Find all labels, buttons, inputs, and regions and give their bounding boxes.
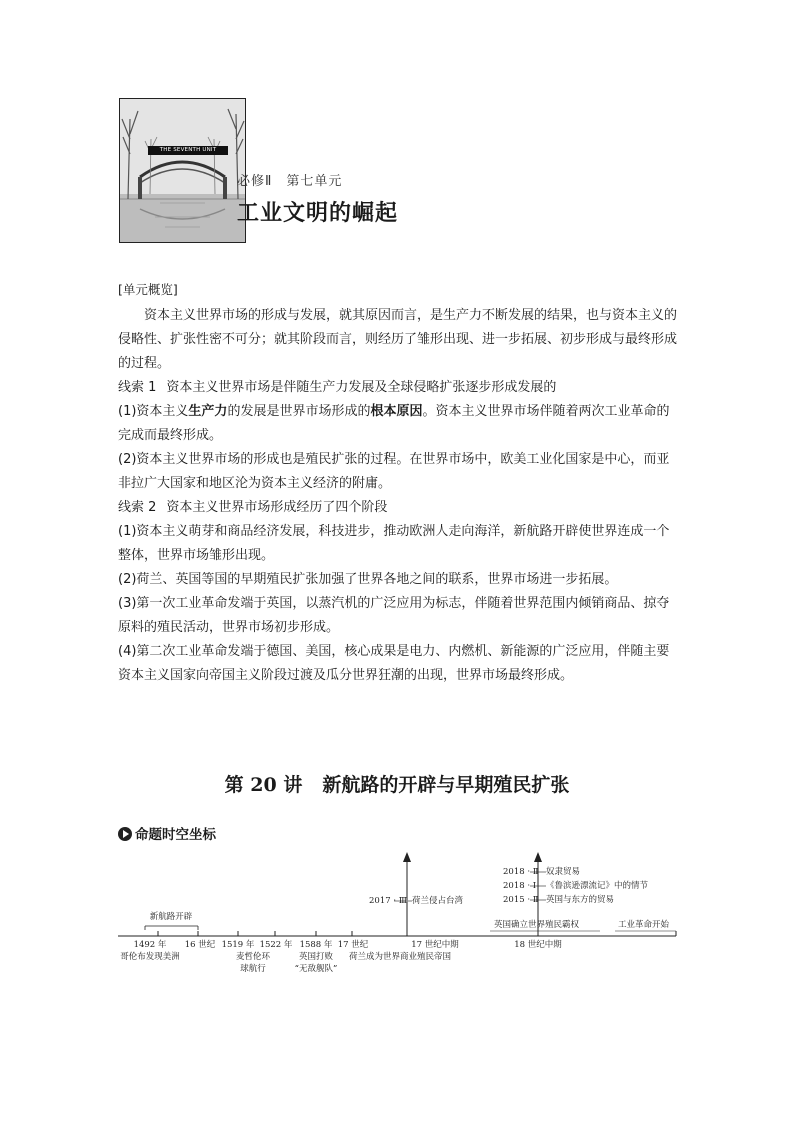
tl-16th-century: 16 世纪 xyxy=(184,940,216,950)
clue-2-item-1: (1)资本主义萌芽和商品经济发展，科技进步，推动欧洲人走向海洋，新航路开辟使世界连成一个整体，世界市场雏形出现。 xyxy=(118,524,670,563)
clue-2-item-4: (4)第二次工业革命发端于德国、美国，核心成果是电力、内燃机、新能源的广泛应用，伴随主要资本主义国家向帝国主义阶段过渡及瓜分世界狂潮的出现，世界市场最终形成。 xyxy=(118,644,670,683)
clue-2-item-2: (2)荷兰、英国等国的早期殖民扩张加强了世界各地之间的联系，世界市场进一步拓展。 xyxy=(118,572,618,587)
clue-1-text: 资本主义世界市场是伴随生产力发展及全球侵略扩张逐步形成发展的 xyxy=(166,380,557,395)
clue-1 xyxy=(118,376,678,400)
tl-mid-17th-century: 17 世纪中期 xyxy=(411,940,459,950)
overview-heading: [单元概览] xyxy=(118,282,178,297)
tl-year-1519: 1519 年 xyxy=(221,940,255,950)
clue-2-item-3: (3)第一次工业革命发端于英国，以蒸汽机的广泛应用为标志，伴随着世界范围内倾销商品、掠夺原料的殖民活动，世界市场初步形成。 xyxy=(118,596,670,635)
clue-2-label: 线索 2 xyxy=(118,500,157,515)
lesson-title xyxy=(0,770,794,797)
clue-1-item-2: (2)资本主义世界市场的形成也是殖民扩张的过程。在世界市场中，欧美工业化国家是中心，而亚非拉广大国家和地区沦为资本主义经济的附庸。 xyxy=(118,452,670,491)
tl-label-exam-2018-1: 2018 · Ⅰ xyxy=(503,881,537,891)
clue-2 xyxy=(118,496,678,520)
clue-1-label: 线索 1 xyxy=(118,380,157,395)
tl-label-britain-east: 英国与东方的贸易 xyxy=(546,895,615,905)
clue-1-item-1 xyxy=(118,400,678,448)
unit-cover-photo xyxy=(119,98,246,243)
tl-label-armada-1: 英国打败 xyxy=(298,952,334,962)
unit-overview xyxy=(118,280,678,688)
tl-year-1492: 1492 年 xyxy=(133,940,167,950)
overview-intro: 资本主义世界市场的形成与发展，就其原因而言，是生产力不断发展的结果，也与资本主义的侵略性、扩张性密不可分；就其阶段而言，则经历了雏形出现、进一步拓展、初步形成与最终形成的过程。 xyxy=(118,308,678,371)
tl-label-armada-2: “无敌舰队” xyxy=(294,964,338,974)
clue-1-item-1-d: 根本原因 xyxy=(370,404,423,419)
clue-1-item-1-a: (1)资本主义 xyxy=(118,404,189,419)
tl-mid-18th-century: 18 世纪中期 xyxy=(514,940,562,950)
clue-1-item-1-b: 生产力 xyxy=(188,404,228,419)
unit-subtitle: 必修Ⅱ 第七单元 xyxy=(237,174,343,189)
tl-year-1588: 1588 年 xyxy=(299,940,333,950)
tl-label-exam-2015-2: 2015 · Ⅱ xyxy=(503,895,539,905)
tl-label-british-hegemony: 英国确立世界殖民霸权 xyxy=(494,920,580,930)
tl-label-magellan-1: 麦哲伦环 xyxy=(235,952,271,962)
lesson-name: 新航路的开辟与早期殖民扩张 xyxy=(322,774,570,796)
tl-year-1522: 1522 年 xyxy=(259,940,293,950)
section-heading-text: 命题时空坐标 xyxy=(135,827,216,843)
tl-label-columbus: 哥伦布发现美洲 xyxy=(120,952,180,962)
tl-label-exam-2017: 2017 · Ⅲ xyxy=(369,896,407,906)
photo-caption: THE SEVENTH UNIT xyxy=(148,146,228,155)
tl-label-magellan-2: 球航行 xyxy=(240,964,266,974)
play-circle-icon xyxy=(118,827,132,841)
clue-1-item-1-c: 的发展是世界市场形成的 xyxy=(227,404,371,419)
tl-label-dutch-empire: 荷兰成为世界商业殖民帝国 xyxy=(348,952,452,962)
clue-2-text: 资本主义世界市场形成经历了四个阶段 xyxy=(166,500,388,515)
tl-label-crusoe: 《鲁滨逊漂流记》中的情节 xyxy=(546,881,649,891)
tl-label-exam-2018-2: 2018 · Ⅱ xyxy=(503,867,539,877)
clue-1-item-1-e: 。资本主义世界市场伴随着两次工业革命的完成而最终形成。 xyxy=(118,404,670,443)
unit-title: 工业文明的崛起 xyxy=(237,201,399,226)
tl-label-slave-trade: 奴隶贸易 xyxy=(546,867,581,877)
tl-label-industrial-revolution: 工业革命开始 xyxy=(618,920,670,930)
tl-label-new-route: 新航路开辟 xyxy=(149,912,193,922)
tl-label-dutch-taiwan: 荷兰侵占台湾 xyxy=(412,896,464,906)
section-heading xyxy=(118,823,216,843)
lesson-number: 第 20 讲 xyxy=(224,774,303,796)
tl-17th-century: 17 世纪 xyxy=(337,940,369,950)
